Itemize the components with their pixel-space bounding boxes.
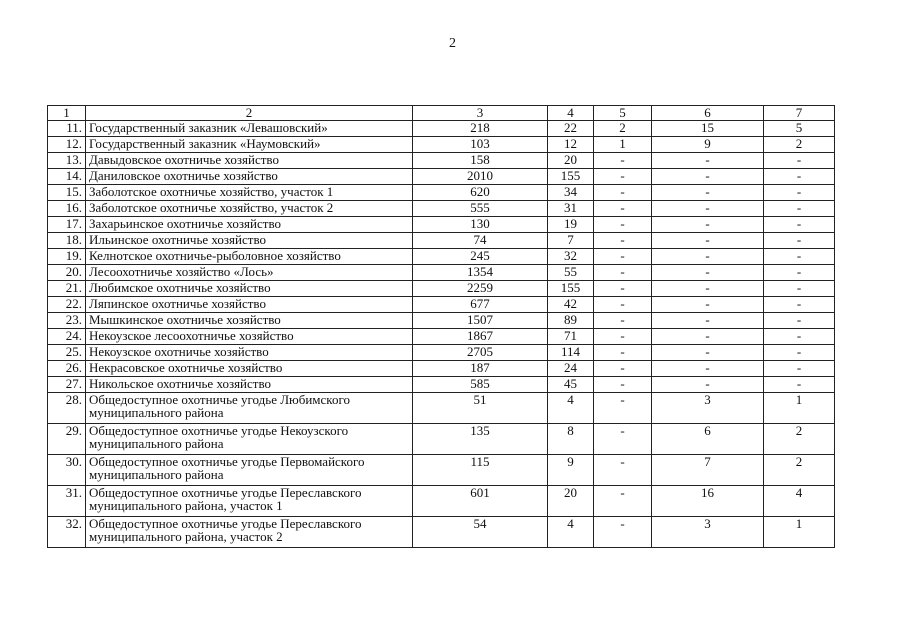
cell-col4: 45: [548, 377, 594, 393]
cell-col5: -: [594, 393, 652, 424]
cell-col7: 4: [764, 486, 835, 517]
cell-col3: 620: [413, 185, 548, 201]
cell-col6: -: [652, 281, 764, 297]
cell-col3: 2259: [413, 281, 548, 297]
cell-col5: -: [594, 517, 652, 548]
table-row: [48, 517, 835, 548]
cell-col4: 4: [548, 517, 594, 548]
table-row: [48, 185, 835, 201]
table-row: [48, 424, 835, 455]
cell-col4: 42: [548, 297, 594, 313]
cell-col4: 9: [548, 455, 594, 486]
cell-col4: 4: [548, 393, 594, 424]
cell-col6: 16: [652, 486, 764, 517]
table-row: [48, 486, 835, 517]
header-cell: 7: [764, 106, 835, 121]
table-row: [48, 345, 835, 361]
header-cell: 3: [413, 106, 548, 121]
row-number: 25.: [48, 345, 86, 361]
cell-col6: -: [652, 313, 764, 329]
cell-col4: 20: [548, 153, 594, 169]
cell-col3: 218: [413, 121, 548, 137]
cell-col6: -: [652, 201, 764, 217]
cell-col7: -: [764, 153, 835, 169]
cell-col7: 2: [764, 424, 835, 455]
cell-col7: 2: [764, 455, 835, 486]
table-row: [48, 249, 835, 265]
cell-col3: 2010: [413, 169, 548, 185]
cell-col7: 2: [764, 137, 835, 153]
cell-col5: -: [594, 201, 652, 217]
header-cell: 6: [652, 106, 764, 121]
row-number: 26.: [48, 361, 86, 377]
cell-col6: -: [652, 185, 764, 201]
cell-col7: -: [764, 233, 835, 249]
cell-col7: -: [764, 201, 835, 217]
cell-col6: 7: [652, 455, 764, 486]
row-number: 20.: [48, 265, 86, 281]
cell-col5: -: [594, 329, 652, 345]
row-number: 14.: [48, 169, 86, 185]
cell-col5: -: [594, 313, 652, 329]
cell-col7: -: [764, 249, 835, 265]
header-cell: 2: [86, 106, 413, 121]
row-number: 12.: [48, 137, 86, 153]
table-row: [48, 393, 835, 424]
cell-col4: 24: [548, 361, 594, 377]
cell-col7: -: [764, 169, 835, 185]
row-name: Государственный заказник «Наумовский»: [86, 137, 413, 153]
cell-col5: -: [594, 455, 652, 486]
row-name: Общедоступное охотничье угодье Некоузского муниципального района: [86, 424, 413, 455]
table-row: [48, 297, 835, 313]
cell-col7: -: [764, 345, 835, 361]
cell-col4: 12: [548, 137, 594, 153]
header-cell: 4: [548, 106, 594, 121]
cell-col6: -: [652, 377, 764, 393]
cell-col4: 89: [548, 313, 594, 329]
row-number: 17.: [48, 217, 86, 233]
table-row: [48, 329, 835, 345]
cell-col7: -: [764, 297, 835, 313]
row-number: 28.: [48, 393, 86, 424]
cell-col7: -: [764, 185, 835, 201]
header-cell: 5: [594, 106, 652, 121]
row-name: Давыдовское охотничье хозяйство: [86, 153, 413, 169]
cell-col5: 2: [594, 121, 652, 137]
cell-col7: -: [764, 281, 835, 297]
row-name: Общедоступное охотничье угодье Переславского муниципального района, участок 2: [86, 517, 413, 548]
row-name: Любимское охотничье хозяйство: [86, 281, 413, 297]
cell-col7: 5: [764, 121, 835, 137]
cell-col3: 1507: [413, 313, 548, 329]
row-number: 19.: [48, 249, 86, 265]
cell-col3: 555: [413, 201, 548, 217]
cell-col5: -: [594, 281, 652, 297]
row-name: Некрасовское охотничье хозяйство: [86, 361, 413, 377]
row-name: Некоузское лесоохотничье хозяйство: [86, 329, 413, 345]
cell-col5: -: [594, 345, 652, 361]
row-name: Келнотское охотничье-рыболовное хозяйство: [86, 249, 413, 265]
cell-col3: 1354: [413, 265, 548, 281]
row-number: 32.: [48, 517, 86, 548]
cell-col5: -: [594, 297, 652, 313]
row-name: Общедоступное охотничье угодье Любимского муниципального района: [86, 393, 413, 424]
row-number: 15.: [48, 185, 86, 201]
cell-col4: 34: [548, 185, 594, 201]
row-number: 24.: [48, 329, 86, 345]
cell-col5: -: [594, 233, 652, 249]
row-name: Даниловское охотничье хозяйство: [86, 169, 413, 185]
row-number: 11.: [48, 121, 86, 137]
cell-col6: -: [652, 329, 764, 345]
table-row: [48, 169, 835, 185]
cell-col3: 74: [413, 233, 548, 249]
cell-col6: -: [652, 233, 764, 249]
cell-col6: -: [652, 249, 764, 265]
cell-col4: 32: [548, 249, 594, 265]
cell-col7: -: [764, 361, 835, 377]
table-row: [48, 377, 835, 393]
row-name: Ляпинское охотничье хозяйство: [86, 297, 413, 313]
row-number: 21.: [48, 281, 86, 297]
cell-col3: 585: [413, 377, 548, 393]
cell-col4: 20: [548, 486, 594, 517]
cell-col4: 7: [548, 233, 594, 249]
cell-col4: 114: [548, 345, 594, 361]
cell-col4: 155: [548, 169, 594, 185]
header-cell: 1: [48, 106, 86, 121]
row-name: Общедоступное охотничье угодье Переславского муниципального района, участок 1: [86, 486, 413, 517]
cell-col6: -: [652, 265, 764, 281]
row-name: Общедоступное охотничье угодье Первомайского муниципального района: [86, 455, 413, 486]
cell-col3: 187: [413, 361, 548, 377]
cell-col4: 31: [548, 201, 594, 217]
cell-col5: -: [594, 361, 652, 377]
cell-col3: 1867: [413, 329, 548, 345]
cell-col7: 1: [764, 393, 835, 424]
cell-col6: 3: [652, 517, 764, 548]
row-number: 18.: [48, 233, 86, 249]
cell-col3: 54: [413, 517, 548, 548]
table-row: [48, 201, 835, 217]
cell-col3: 51: [413, 393, 548, 424]
cell-col6: -: [652, 169, 764, 185]
cell-col6: -: [652, 361, 764, 377]
row-number: 16.: [48, 201, 86, 217]
cell-col7: -: [764, 377, 835, 393]
cell-col7: -: [764, 265, 835, 281]
row-name: Заболотское охотничье хозяйство, участок 2: [86, 201, 413, 217]
cell-col6: 9: [652, 137, 764, 153]
cell-col3: 677: [413, 297, 548, 313]
cell-col5: -: [594, 377, 652, 393]
row-name: Государственный заказник «Левашовский»: [86, 121, 413, 137]
cell-col4: 71: [548, 329, 594, 345]
cell-col5: -: [594, 185, 652, 201]
header-row: [48, 106, 835, 121]
cell-col4: 22: [548, 121, 594, 137]
cell-col5: 1: [594, 137, 652, 153]
table-row: [48, 313, 835, 329]
cell-col5: -: [594, 217, 652, 233]
cell-col6: -: [652, 297, 764, 313]
cell-col6: -: [652, 345, 764, 361]
row-number: 29.: [48, 424, 86, 455]
table-row: [48, 281, 835, 297]
row-name: Некоузское охотничье хозяйство: [86, 345, 413, 361]
row-number: 31.: [48, 486, 86, 517]
row-name: Захарьинское охотничье хозяйство: [86, 217, 413, 233]
table-row: [48, 455, 835, 486]
data-table: [47, 105, 835, 548]
cell-col4: 155: [548, 281, 594, 297]
table-row: [48, 137, 835, 153]
cell-col7: -: [764, 329, 835, 345]
table-row: [48, 153, 835, 169]
cell-col6: 3: [652, 393, 764, 424]
row-number: 27.: [48, 377, 86, 393]
cell-col3: 245: [413, 249, 548, 265]
row-name: Лесоохотничье хозяйство «Лось»: [86, 265, 413, 281]
row-number: 22.: [48, 297, 86, 313]
cell-col6: 15: [652, 121, 764, 137]
table-row: [48, 361, 835, 377]
cell-col5: -: [594, 265, 652, 281]
row-name: Никольское охотничье хозяйство: [86, 377, 413, 393]
row-name: Ильинское охотничье хозяйство: [86, 233, 413, 249]
cell-col5: -: [594, 486, 652, 517]
cell-col3: 158: [413, 153, 548, 169]
row-number: 13.: [48, 153, 86, 169]
cell-col4: 8: [548, 424, 594, 455]
cell-col3: 601: [413, 486, 548, 517]
row-name: Мышкинское охотничье хозяйство: [86, 313, 413, 329]
cell-col7: -: [764, 217, 835, 233]
cell-col3: 130: [413, 217, 548, 233]
table-row: [48, 233, 835, 249]
cell-col7: 1: [764, 517, 835, 548]
row-number: 23.: [48, 313, 86, 329]
page-number: 2: [449, 36, 456, 51]
cell-col3: 135: [413, 424, 548, 455]
cell-col7: -: [764, 313, 835, 329]
table-row: [48, 217, 835, 233]
table-row: [48, 121, 835, 137]
cell-col3: 115: [413, 455, 548, 486]
cell-col5: -: [594, 249, 652, 265]
cell-col5: -: [594, 153, 652, 169]
cell-col3: 103: [413, 137, 548, 153]
cell-col6: 6: [652, 424, 764, 455]
row-name: Заболотское охотничье хозяйство, участок 1: [86, 185, 413, 201]
table-row: [48, 265, 835, 281]
cell-col5: -: [594, 424, 652, 455]
cell-col3: 2705: [413, 345, 548, 361]
cell-col4: 19: [548, 217, 594, 233]
cell-col6: -: [652, 153, 764, 169]
cell-col6: -: [652, 217, 764, 233]
row-number: 30.: [48, 455, 86, 486]
cell-col5: -: [594, 169, 652, 185]
cell-col4: 55: [548, 265, 594, 281]
